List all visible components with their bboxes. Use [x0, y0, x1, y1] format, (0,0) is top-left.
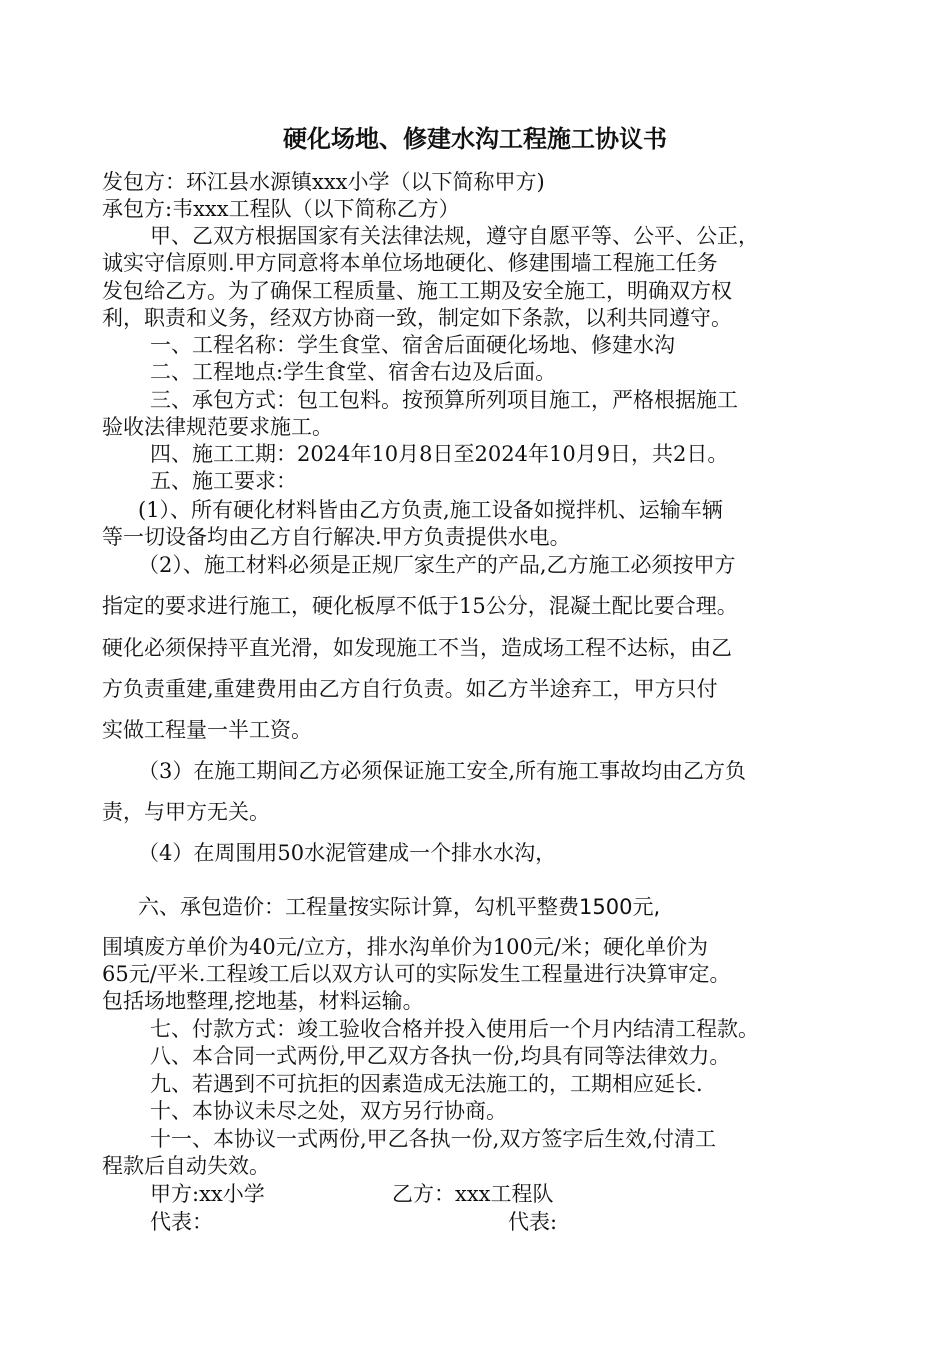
paragraph-line: 发包给乙方。为了确保工程质量、施工工期及安全施工，明确双方权 [102, 279, 732, 303]
party-b-signature: 乙方：xxx工程队 [392, 1182, 554, 1206]
clause-line: 五、施工要求： [150, 469, 297, 493]
clause-line: 六、承包造价：工程量按实际计算，勾机平整费1500元, [138, 895, 661, 919]
contractor-line: 承包方:韦xxx工程队（以下简称乙方） [102, 197, 460, 221]
requirement-line: （2）、施工材料必须是正规厂家生产的产品,乙方施工必须按甲方 [138, 553, 736, 577]
clause-line: 围填废方单价为40元/立方，排水沟单价为100元/米；硬化单价为 [102, 935, 708, 959]
requirement-line: (1）、所有硬化材料皆由乙方负责,施工设备如搅拌机、运输车辆 [138, 498, 723, 522]
clause-line: 三、承包方式：包工包料。按预算所列项目施工，严格根据施工 [150, 388, 738, 412]
clause-line: 四、施工工期：2024年10月8日至2024年10月9日，共2日。 [150, 442, 729, 466]
contractor-issuer-line: 发包方：环江县水源镇xxx小学（以下简称甲方) [102, 170, 545, 194]
party-a-representative: 代表： [150, 1210, 213, 1234]
requirement-line: 实做工程量一半工资。 [102, 718, 312, 742]
requirement-line: 责，与甲方无关。 [102, 800, 270, 824]
requirement-line: 方负责重建,重建费用由乙方自行负责。如乙方半途弃工，甲方只付 [102, 677, 718, 701]
paragraph-line: 诚实守信原则.甲方同意将本单位场地硬化、修建围墙工程施工任务 [102, 251, 718, 275]
paragraph-line: 甲、乙双方根据国家有关法律法规，遵守自愿平等、公平、公正， [150, 224, 759, 248]
clause-line: 程款后自动失效。 [102, 1154, 270, 1178]
clause-line: 十一、本协议一式两份,甲乙各执一份,双方签字后生效,付清工 [150, 1127, 717, 1151]
party-b-representative: 代表: [508, 1210, 558, 1234]
clause-line: 二、工程地点:学生食堂、宿舍右边及后面。 [150, 360, 557, 384]
party-a-signature: 甲方:xx小学 [150, 1182, 265, 1206]
clause-line: 十、本协议未尽之处，双方另行协商。 [150, 1099, 507, 1123]
document-title: 硬化场地、修建水沟工程施工协议书 [283, 125, 667, 153]
requirement-line: （4）在周围用50水泥管建成一个排水水沟， [138, 841, 557, 865]
requirement-line: 硬化必须保持平直光滑，如发现施工不当，造成场工程不达标，由乙 [102, 636, 732, 660]
clause-line: 验收法律规范要求施工。 [102, 415, 333, 439]
requirement-line: （3）在施工期间乙方必须保证施工安全,所有施工事故均由乙方负 [138, 759, 747, 783]
clause-line: 八、本合同一式两份,甲乙双方各执一份,均具有同等法律效力。 [150, 1044, 731, 1068]
paragraph-line: 利，职责和义务，经双方协商一致，制定如下条款，以利共同遵守。 [102, 306, 732, 330]
clause-line: 九、若遇到不可抗拒的因素造成无法施工的，工期相应延长. [150, 1072, 703, 1096]
clause-line: 65元/平米.工程竣工后以双方认可的实际发生工程量进行决算审定。 [102, 962, 731, 986]
clause-line: 七、付款方式：竣工验收合格并投入使用后一个月内结清工程款。 [150, 1017, 759, 1041]
clause-line: 包括场地整理,挖地基，材料运输。 [102, 989, 424, 1013]
requirement-line: 指定的要求进行施工，硬化板厚不低于15公分，混凝土配比要合理。 [102, 594, 738, 618]
clause-line: 一、工程名称：学生食堂、宿舍后面硬化场地、修建水沟 [150, 333, 675, 357]
requirement-line: 等一切设备均由乙方自行解决.甲方负责提供水电。 [102, 525, 571, 549]
